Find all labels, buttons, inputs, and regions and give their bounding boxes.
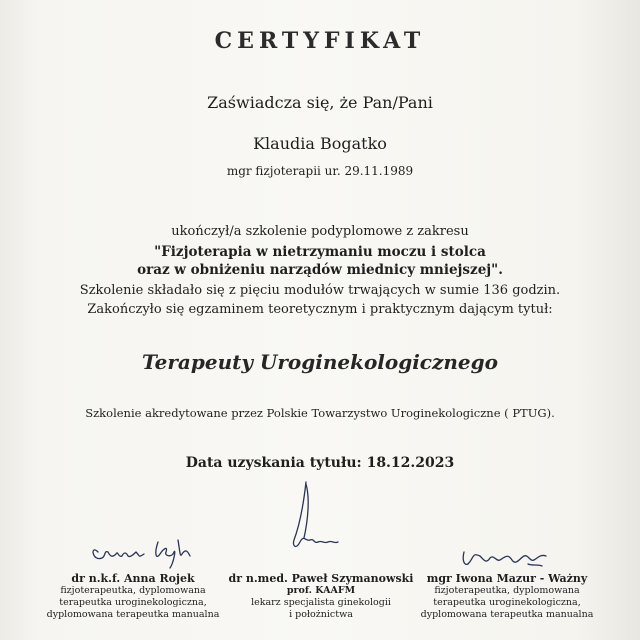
course-title-line-1: "Fizjoterapia w nietrzymaniu moczu i stolca — [154, 244, 486, 260]
signatory-rojek — [38, 572, 228, 621]
signatory-name: dr n.k.f. Anna Rojek — [71, 572, 195, 585]
accreditation-text: Szkolenie akredytowane przez Polskie Towarzystwo Uroginekologiczne ( PTUG). — [85, 406, 555, 420]
certify-intro: Zaświadcza się, że Pan/Pani — [207, 93, 433, 112]
signatory-szymanowski — [226, 572, 416, 621]
signature-szymanowski — [284, 480, 354, 560]
signatory-title-line: i położnictwa — [289, 609, 353, 620]
signatory-title-line: lekarz specjalista ginekologii — [251, 597, 391, 608]
signatory-title-line: fizjoterapeutka, dyplomowana — [60, 585, 206, 596]
signatory-name: dr n.med. Paweł Szymanowski — [228, 572, 414, 585]
signatory-subtitle: prof. KAAFM — [286, 585, 356, 596]
signatory-title-line: terapeutka uroginekologiczna, — [59, 597, 207, 608]
recipient-name: Klaudia Bogatko — [253, 134, 387, 153]
completed-text: ukończył/a szkolenie podyplomowe z zakresu — [171, 224, 469, 239]
awarded-title: Terapeuty Uroginekologicznego — [142, 350, 498, 374]
exam-text: Zakończyło się egzaminem teoretycznym i praktycznym dającym tytuł: — [87, 302, 553, 317]
signatory-title-line: fizjoterapeutka, dyplomowana — [434, 585, 580, 596]
signatory-mazur-wazny — [412, 572, 602, 621]
certificate-title: CERTYFIKAT — [214, 28, 426, 54]
course-title-line-2: oraz w obniżeniu narządów miednicy mniejszej". — [137, 262, 503, 278]
signatory-name: mgr Iwona Mazur - Ważny — [426, 572, 588, 585]
course-hours-text: Szkolenie składało się z pięciu modułów trwających w sumie 136 godzin. — [79, 283, 561, 298]
recipient-details: mgr fizjoterapii ur. 29.11.1989 — [226, 164, 414, 178]
signatory-title-line: terapeutka uroginekologiczna, — [433, 597, 581, 608]
signatory-title-line: dyplomowana terapeutka manualna — [420, 609, 594, 620]
signature-rojek — [88, 532, 208, 572]
signatory-title-line: dyplomowana terapeutka manualna — [46, 609, 220, 620]
award-date: Data uzyskania tytułu: 18.12.2023 — [185, 455, 455, 471]
